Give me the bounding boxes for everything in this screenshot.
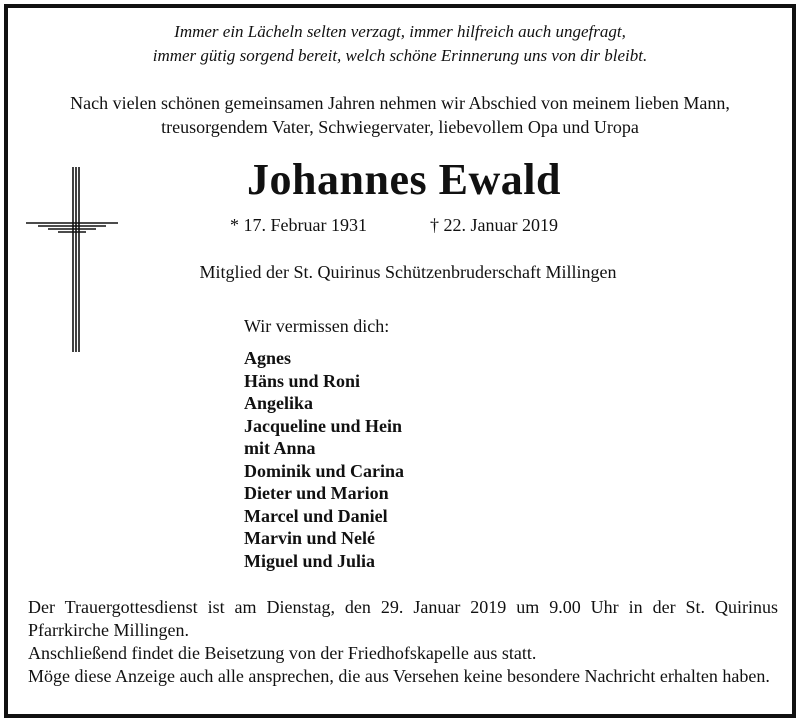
service-details: [28, 596, 778, 688]
mourner-name: mit Anna: [244, 438, 316, 458]
mourners-heading: Wir vermissen dich:: [244, 316, 390, 336]
poem-line-1: Immer ein Lächeln selten verzagt, immer hilfreich auch ungefragt,: [174, 22, 626, 41]
service-paragraph-mass: Der Trauergottesdienst ist am Dienstag, den 29. Januar 2019 um 9.00 Uhr in der St. Quirinus Pfarrkirche Millingen.: [28, 597, 778, 640]
deceased-name: Johannes Ewald: [247, 155, 561, 204]
farewell-intro: [8, 91, 792, 139]
mourner-name: Häns und Roni: [244, 370, 361, 391]
mourner-name: Jacqueline und Hein: [244, 415, 403, 436]
mourner-name: Agnes: [244, 348, 292, 368]
intro-line-2: treusorgendem Vater, Schwiegervater, liebevollem Opa und Uropa: [161, 117, 639, 137]
memorial-poem: [8, 20, 792, 68]
service-paragraph-burial: Anschließend findet die Beisetzung von der Friedhofskapelle aus statt.: [28, 643, 537, 663]
mourner-name: Marvin und Nelé: [244, 528, 376, 548]
membership-line: Mitglied der St. Quirinus Schützenbruderschaft Millingen: [199, 262, 617, 282]
mourners-list: [244, 347, 404, 572]
mourner-name: Dieter und Marion: [244, 483, 389, 503]
mourner-name: Angelika: [244, 393, 314, 413]
mourner-name: Dominik und Carina: [244, 460, 405, 481]
mourner-name: Miguel und Julia: [244, 550, 376, 571]
obituary-notice: [4, 4, 796, 718]
service-paragraph-note: Möge diese Anzeige auch alle ansprechen, die aus Versehen keine besondere Nachricht erhalten haben.: [28, 666, 770, 686]
death-date: † 22. Januar 2019: [430, 215, 558, 235]
birth-date: * 17. Februar 1931: [230, 215, 367, 235]
mourner-name: Marcel und Daniel: [244, 505, 388, 526]
intro-line-1: Nach vielen schönen gemeinsamen Jahren nehmen wir Abschied von meinem lieben Mann,: [70, 93, 730, 113]
poem-line-2: immer gütig sorgend bereit, welch schöne Erinnerung uns von dir bleibt.: [152, 46, 648, 65]
